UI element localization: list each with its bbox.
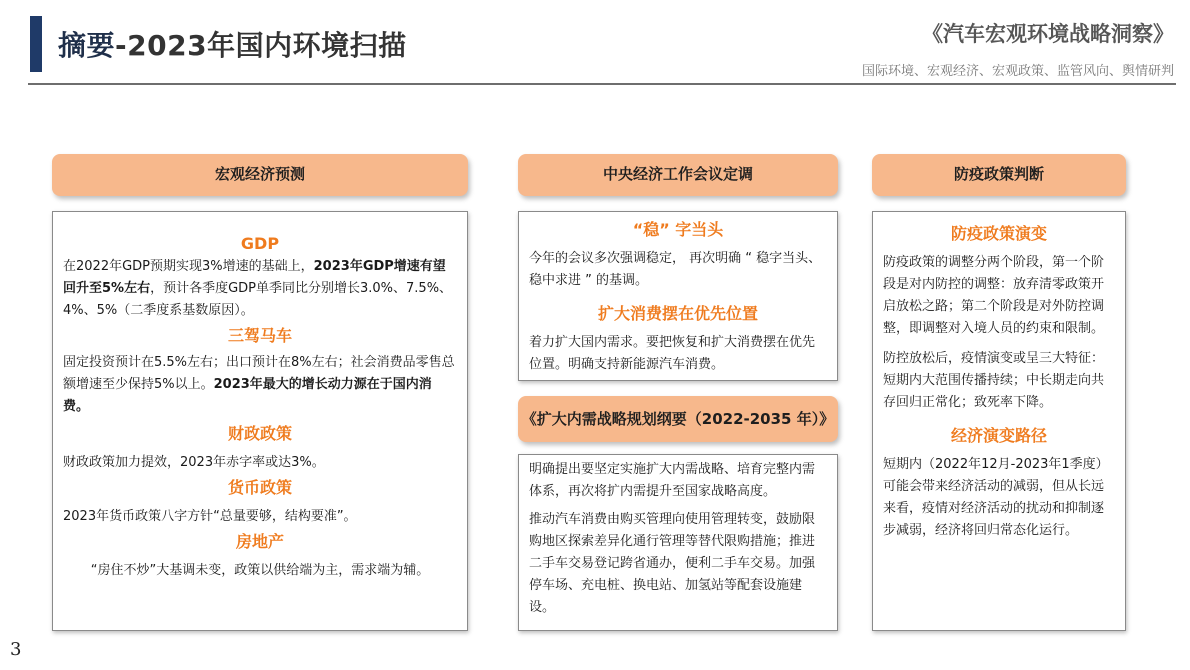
macro-forecast-header-label: 宏观经济预测	[214, 165, 305, 184]
macro-forecast-header	[52, 154, 468, 196]
domestic-demand-outline-header-label: 《扩大内需战略规划纲要（2022-2035 年）》	[521, 409, 835, 428]
monetary-text: 2023年货币政策八字方针“总量要够，结构要准”。	[63, 509, 357, 524]
gdp-text-pre: 在2022年GDP预期实现3%增速的基础上，	[63, 259, 314, 274]
macro-forecast-panel	[52, 211, 468, 631]
report-series-block	[862, 18, 1174, 79]
stable-title: “稳” 字当头	[632, 220, 724, 239]
policy-evolution-text-2: 防控放松后，疫情演变或呈三大特征：短期内大范围传播持续；中长期走向共存回归正常化；致死率下降。	[883, 351, 1105, 410]
monetary-title: 货币政策	[227, 478, 292, 497]
fiscal-title: 财政政策	[227, 424, 292, 443]
troika-text	[63, 352, 457, 418]
gdp-title: GDP	[240, 234, 280, 253]
gdp-text-post: ，预计各季度GDP单季同比分别增长3.0%、7.5%、4%、5%（二季度系基数原因）。	[63, 281, 453, 318]
epidemic-policy-header	[872, 154, 1126, 196]
central-conference-header	[518, 154, 838, 196]
page-title-main: 摘要	[58, 29, 116, 62]
fiscal-text: 财政政策加力提效，2023年赤字率或达3%。	[63, 455, 325, 470]
report-series-subtitle: 国际环境、宏观经济、宏观政策、监管风向、舆情研判	[861, 64, 1174, 79]
outline-text-1: 明确提出要坚定实施扩大内需战略、培育完整内需体系，再次将扩内需提升至国家战略高度。	[529, 462, 816, 499]
stable-text: 今年的会议多次强调稳定， 再次明确 “ 稳字当头、稳中求进 ” 的基调。	[529, 251, 822, 288]
troika-text-pre: 固定投资预计在5.5%左右；出口预计在8%左右；社会消费品零售总额增速至少保持5%以上。	[63, 355, 455, 392]
policy-evolution-text-1: 防疫政策的调整分两个阶段，第一个阶段是对内防控的调整：放弃清零政策开启放松之路；第二个阶段是对外防控调整，即调整对入境人员的约束和限制。	[883, 255, 1105, 336]
page-title-rest: -2023年国内环境扫描	[115, 29, 407, 62]
policy-evolution-title: 防疫政策演变	[950, 224, 1047, 243]
consumption-text: 着力扩大国内需求。要把恢复和扩大消费摆在优先位置。明确支持新能源汽车消费。	[529, 335, 816, 372]
realestate-text: “房住不炒”大基调未变，政策以供给端为主，需求端为辅。	[90, 563, 430, 578]
economic-path-text: 短期内（2022年12月-2023年1季度）可能会带来经济活动的减弱，但从长远来看，疫情对经济活动的扰动和抑制逐步减弱，经济将回归常态化运行。	[883, 457, 1109, 538]
title-accent-bar	[30, 16, 42, 72]
domestic-demand-outline-header	[518, 396, 838, 442]
outline-text-2: 推动汽车消费由购买管理向使用管理转变，鼓励限购地区探索差异化通行管理等替代限购措施；推进二手车交易登记跨省通办，便利二手车交易。加强停车场、充电桩、换电站、加氢站等配套设施建设。	[529, 512, 816, 615]
report-series-title: 《汽车宏观环境战略洞察》	[922, 22, 1174, 46]
gdp-text-bold: 2023年GDP增速有望回升至5%左右	[63, 259, 446, 296]
page-title	[58, 24, 407, 64]
epidemic-policy-panel	[872, 211, 1126, 631]
epidemic-policy-header-label: 防疫政策判断	[953, 165, 1044, 184]
gdp-text	[63, 256, 457, 322]
troika-title: 三驾马车	[227, 326, 292, 345]
consumption-title: 扩大消费摆在优先位置	[597, 304, 758, 323]
domestic-demand-outline-panel	[518, 454, 838, 631]
header-divider	[28, 83, 1176, 85]
page-number: 3	[10, 639, 22, 660]
central-conference-header-label: 中央经济工作会议定调	[602, 165, 753, 184]
economic-path-title: 经济演变路径	[950, 426, 1047, 445]
realestate-title: 房地产	[235, 532, 284, 551]
troika-text-bold: 2023年最大的增长动力源在于国内消费。	[63, 377, 432, 414]
central-conference-panel	[518, 211, 838, 381]
